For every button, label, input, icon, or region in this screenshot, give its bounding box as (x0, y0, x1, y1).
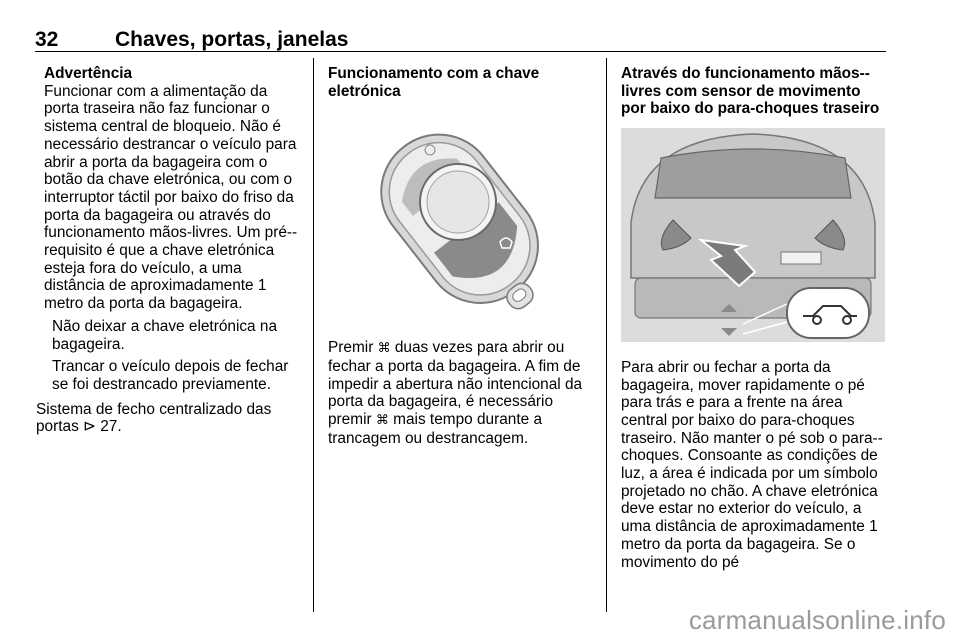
key-fob-illustration (328, 110, 590, 322)
key-operation-text (328, 339, 598, 447)
warning-para-2: Não deixar a chave eletrónica na bagageira. (52, 317, 278, 353)
key-fob-figure (328, 110, 598, 327)
key-text-part-3: mais tempo durante a trancagem ou destrancagem. (328, 410, 543, 447)
cross-reference-text: Sistema de fecho centralizado das portas ⊳ 27. (36, 400, 272, 436)
warning-text: Funcionar com a alimentação da porta traseira não faz funcionar o sistema central de bloqueio. Não é necessário destrancar o veículo para abrir a porta da bagageira com o botão da chave eletrónica, ou com o interruptor táctil por baixo do friso da porta da bagageira ou através do funcionamento mãos-livres. Um pré--requisito é que a chave eletrónica esteja fora do veículo, a uma distância de aproximadamente 1 metro da porta da bagageira. (44, 82, 298, 313)
chapter-title: Chaves, portas, janelas (115, 28, 349, 51)
car-rear-illustration (621, 128, 885, 342)
tailgate-key-icon: ⌘ (377, 341, 391, 357)
warning-heading: Advertência (44, 65, 133, 82)
column-1 (36, 65, 304, 436)
key-text-part-2: duas vezes para abrir ou fechar a porta da bagageira. A fim de impedir a abertura não intencional da porta da bagageira, é necessário premir (328, 339, 583, 428)
hands-free-text: Para abrir ou fechar a porta da bagageira, mover rapidamente o pé para trás e para a frente na área central por baixo do para-choques traseiro. Não manter o pé sob o para--choques. Consoante as condições de luz, a área é indicada por um símbolo projetado no chão. A chave eletrónica deve estar no exterior do veículo, a uma distância de aproximadamente 1 metro da porta da bagageira. Se o movimento do pé (621, 358, 883, 571)
key-text-part-1: Premir (328, 339, 378, 357)
section-heading-key: Funcionamento com a chave eletrónica (328, 65, 540, 100)
car-rear-figure (621, 128, 889, 347)
column-2 (328, 65, 598, 447)
header-rule (35, 51, 886, 52)
warning-para-3: Trancar o veículo depois de fechar se foi destrancado previamente. (52, 358, 289, 393)
column-divider-1 (313, 58, 314, 612)
tailgate-key-icon: ⌘ (375, 412, 389, 428)
section-heading-hands-free: Através do funcionamento mãos--livres com sensor de movimento por baixo do para-choques traseiro (621, 65, 880, 118)
warning-block (36, 65, 304, 394)
column-3 (621, 65, 889, 571)
page-number: 32 (35, 28, 59, 51)
watermark: carmanualsonline.info (688, 605, 946, 635)
column-divider-2 (606, 58, 607, 612)
